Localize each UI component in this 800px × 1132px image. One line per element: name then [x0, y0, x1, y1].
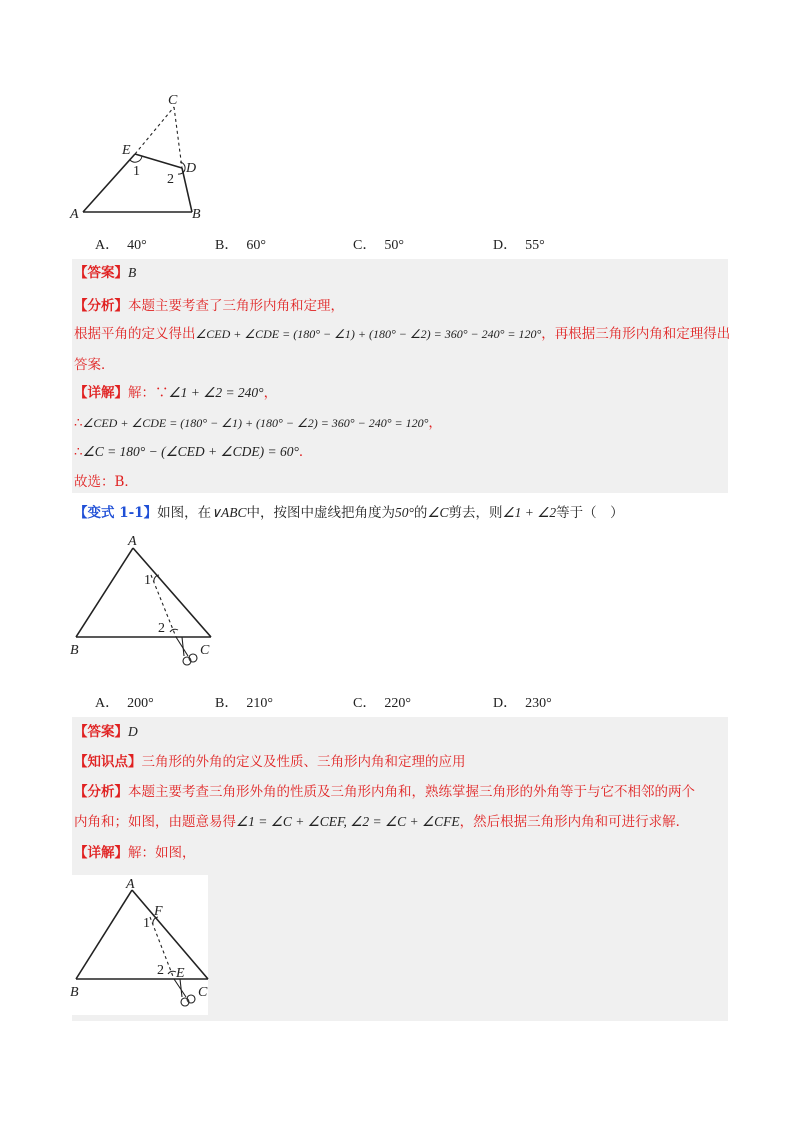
q1-answer: 【答案】B — [74, 265, 137, 281]
q1-detail-line3: ∴∠C = 180° − (∠CED + ∠CDE) = 60°． — [74, 444, 313, 460]
fig1-label-c: C — [168, 93, 178, 108]
q2-choice-c[interactable]: C． 220° — [353, 696, 411, 711]
fig3-label-e: E — [176, 966, 185, 981]
scissors-icon — [176, 637, 197, 665]
q1-choice-b[interactable]: B． 60° — [215, 238, 266, 253]
q1-choice-d[interactable]: D． 55° — [493, 238, 545, 253]
q2-knowledge: 【知识点】三角形的外角的定义及性质、三角形内角和定理的应用 — [74, 754, 466, 770]
q2-stem: 【变式 1-1】如图，在∨ABC中，按图中虚线把角度为50°的∠C剪去，则∠1 + ∠2等于（ ） — [74, 505, 624, 521]
figure-q2-solution — [66, 875, 216, 1015]
fig2-label-1: 1 — [144, 573, 151, 588]
q2-choice-d[interactable]: D． 230° — [493, 696, 552, 711]
fig1-label-a: A — [70, 207, 79, 222]
q2-analysis-line2: 内角和；如图，由题意易得∠1 = ∠C + ∠CEF, ∠2 = ∠C + ∠CFE，然后根据三角形内角和可进行求解． — [74, 814, 690, 830]
fig3-label-a: A — [126, 877, 135, 892]
fig3-label-b: B — [70, 985, 79, 1000]
fig2-label-c: C — [200, 643, 210, 658]
q1-analysis-line3: 答案． — [74, 357, 115, 373]
fig1-label-d: D — [186, 161, 197, 176]
q1-choice-a[interactable]: A． 40° — [95, 238, 147, 253]
q2-analysis-line1: 【分析】本题主要考查三角形外角的性质及三角形内角和，熟练掌握三角形的外角等于与它不相邻的两个 — [74, 784, 695, 800]
q1-detail-line1: 【详解】解：∵∠1 + ∠2 = 240°， — [74, 385, 278, 401]
fig3-label-f: F — [154, 904, 163, 919]
fig3-label-1: 1 — [143, 916, 150, 931]
fig3-label-c: C — [198, 985, 208, 1000]
q2-choice-a[interactable]: A． 200° — [95, 696, 154, 711]
fig2-label-2: 2 — [158, 621, 165, 636]
fig1-label-2: 2 — [167, 172, 174, 187]
fig2-label-b: B — [70, 643, 79, 658]
q1-choice-c[interactable]: C． 50° — [353, 238, 404, 253]
fig1-label-e: E — [122, 143, 131, 158]
q1-analysis-line2: 根据平角的定义得出∠CED + ∠CDE = (180° − ∠1) + (180° − ∠2) = 360° − 240° = 120°，再根据三角形内角和定理得出 — [74, 326, 731, 342]
q1-detail-line2: ∴∠CED + ∠CDE = (180° − ∠1) + (180° − ∠2) = 360° − 240° = 120°， — [74, 415, 442, 431]
fig3-label-2: 2 — [157, 963, 164, 978]
figure-q1 — [60, 88, 220, 228]
q2-answer: 【答案】D — [74, 724, 138, 740]
q1-analysis-line1: 【分析】本题主要考查了三角形内角和定理， — [74, 298, 344, 314]
figure-q2 — [66, 530, 226, 680]
q2-detail-line1: 【详解】解：如图， — [74, 845, 196, 861]
q2-choice-b[interactable]: B． 210° — [215, 696, 273, 711]
fig2-label-a: A — [128, 534, 137, 549]
q1-choices — [95, 234, 735, 256]
scissors-icon — [174, 979, 195, 1006]
q2-choices — [95, 692, 735, 714]
fig1-label-b: B — [192, 207, 201, 222]
fig1-label-1: 1 — [133, 164, 140, 179]
q1-conclusion: 故选：B． — [74, 474, 138, 490]
